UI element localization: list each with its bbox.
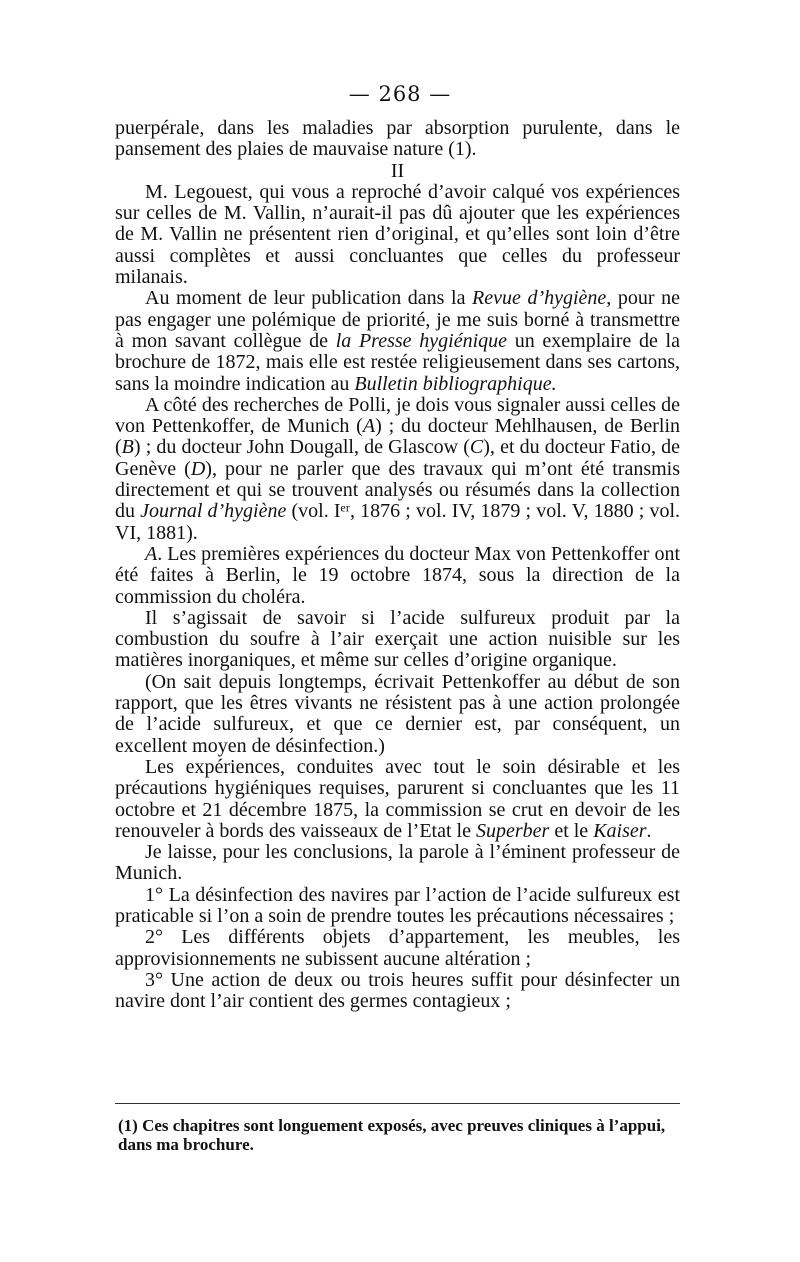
paragraph <box>115 288 680 394</box>
reference-letter: C <box>469 436 484 459</box>
text-run: , pour ne pas engager une polémique de priorité, je me suis borné à transmettre à mon savant collègue de <box>115 287 680 352</box>
section-heading: II <box>390 159 405 182</box>
paragraph: Il s’agissait de savoir si l’acide sulfureux produit par la combustion du soufre à l’air exerçait une action nuisible sur les matières inorganiques, et même sur celles d’origine organique. <box>115 606 680 672</box>
ship-name: Superber <box>475 819 550 842</box>
journal-title: Journal d’hygiène <box>140 500 287 523</box>
body-text <box>115 118 680 1012</box>
text-run: (vol. Iᵉʳ, 1876 ; vol. IV, 1879 ; vol. V, 1880 ; vol. VI, 1881). <box>115 500 681 544</box>
paragraph: puerpérale, dans les maladies par absorption purulente, dans le pansement des plaies de mauvaise nature (1). <box>115 117 680 161</box>
paragraph: 1° La désinfection des navires par l’action de l’acide sulfureux est praticable si l’on a soin de prendre toutes les précautions nécessaires ; <box>115 883 680 927</box>
paragraph <box>115 757 680 842</box>
text-run: un exemplaire de la brochure de 1872, mais elle est restée religieusement dans ses cartons, sans la moindre indication au <box>115 329 680 395</box>
paragraph <box>115 395 680 544</box>
text-run: et le <box>549 819 594 842</box>
journal-title: la Presse hygiénique <box>335 329 507 352</box>
footnote-divider <box>115 1103 680 1104</box>
text-run: ), pour ne parler que des travaux qui m’ont été transmis directement et qui se trouvent analysés ou résumés dans la collection du <box>115 457 681 523</box>
paragraph: Je laisse, pour les conclusions, la parole à l’éminent professeur de Munich. <box>115 841 680 885</box>
reference-letter: D <box>190 457 206 480</box>
paragraph <box>115 544 680 608</box>
ship-name: Kaiser <box>593 819 647 842</box>
paragraph: 2° Les différents objets d’appartement, les meubles, les approvisionnements ne subissent aucune altération ; <box>115 926 680 970</box>
text-run: . <box>646 819 652 842</box>
paragraph: (On sait depuis longtemps, écrivait Pettenkoffer au début de son rapport, que les êtres vivants ne résistent pas à une action prolongée de l’acide sulfureux, et que ce dernier est, par conséquent, un excellent moyen de désinfection.) <box>115 670 680 757</box>
reference-letter: A <box>145 542 158 565</box>
text-run: Au moment de leur publication dans la <box>145 287 473 310</box>
text-run: A côté des recherches de Polli, je dois vous signaler aussi celles de von Pettenkoffer, de Munich ( <box>115 393 680 438</box>
page-number: — 268 — <box>348 82 452 106</box>
text-run: ), et du docteur Fatio, de Genève ( <box>115 436 681 480</box>
reference-letter: A <box>362 415 376 438</box>
reference-letter: B <box>121 436 134 459</box>
text-run: . Les premières expériences du docteur Max von Pettenkoffer ont été faites à Berlin, le 19 octobre 1874, sous la direction de la commission du choléra. <box>115 542 681 608</box>
text-run: Les expériences, conduites avec tout le soin désirable et les précautions hygiéniques requises, parurent si concluantes que les 11 octobre et 21 décembre 1875, la commission se crut en devoir de les renouveler à bords des vaisseaux de l’Etat le <box>115 755 680 842</box>
paragraph: M. Legouest, qui vous a reproché d’avoir calqué vos expériences sur celles de M. Vallin, n’aurait-il pas dû ajouter que les expériences de M. Vallin ne présentent rien d’original, et qu’elles sont loin d’être aussi complètes et aussi concluantes que celles du professeur milanais. <box>115 180 680 289</box>
journal-title: Bulletin bibliographique. <box>354 372 557 395</box>
footnote: (1) Ces chapitres sont longuement exposés, avec preuves cliniques à l’appui, dans ma brochure. <box>118 1116 666 1154</box>
text-run: ) ; du docteur Mehlhausen, de Berlin ( <box>115 415 680 459</box>
text-run: ) ; du docteur John Dougall, de Glascow ( <box>133 436 470 459</box>
paragraph: 3° Une action de deux ou trois heures suffit pour désinfecter un navire dont l’air contient des germes contagieux ; <box>115 968 680 1013</box>
journal-title: Revue d’hygiène <box>472 287 607 310</box>
